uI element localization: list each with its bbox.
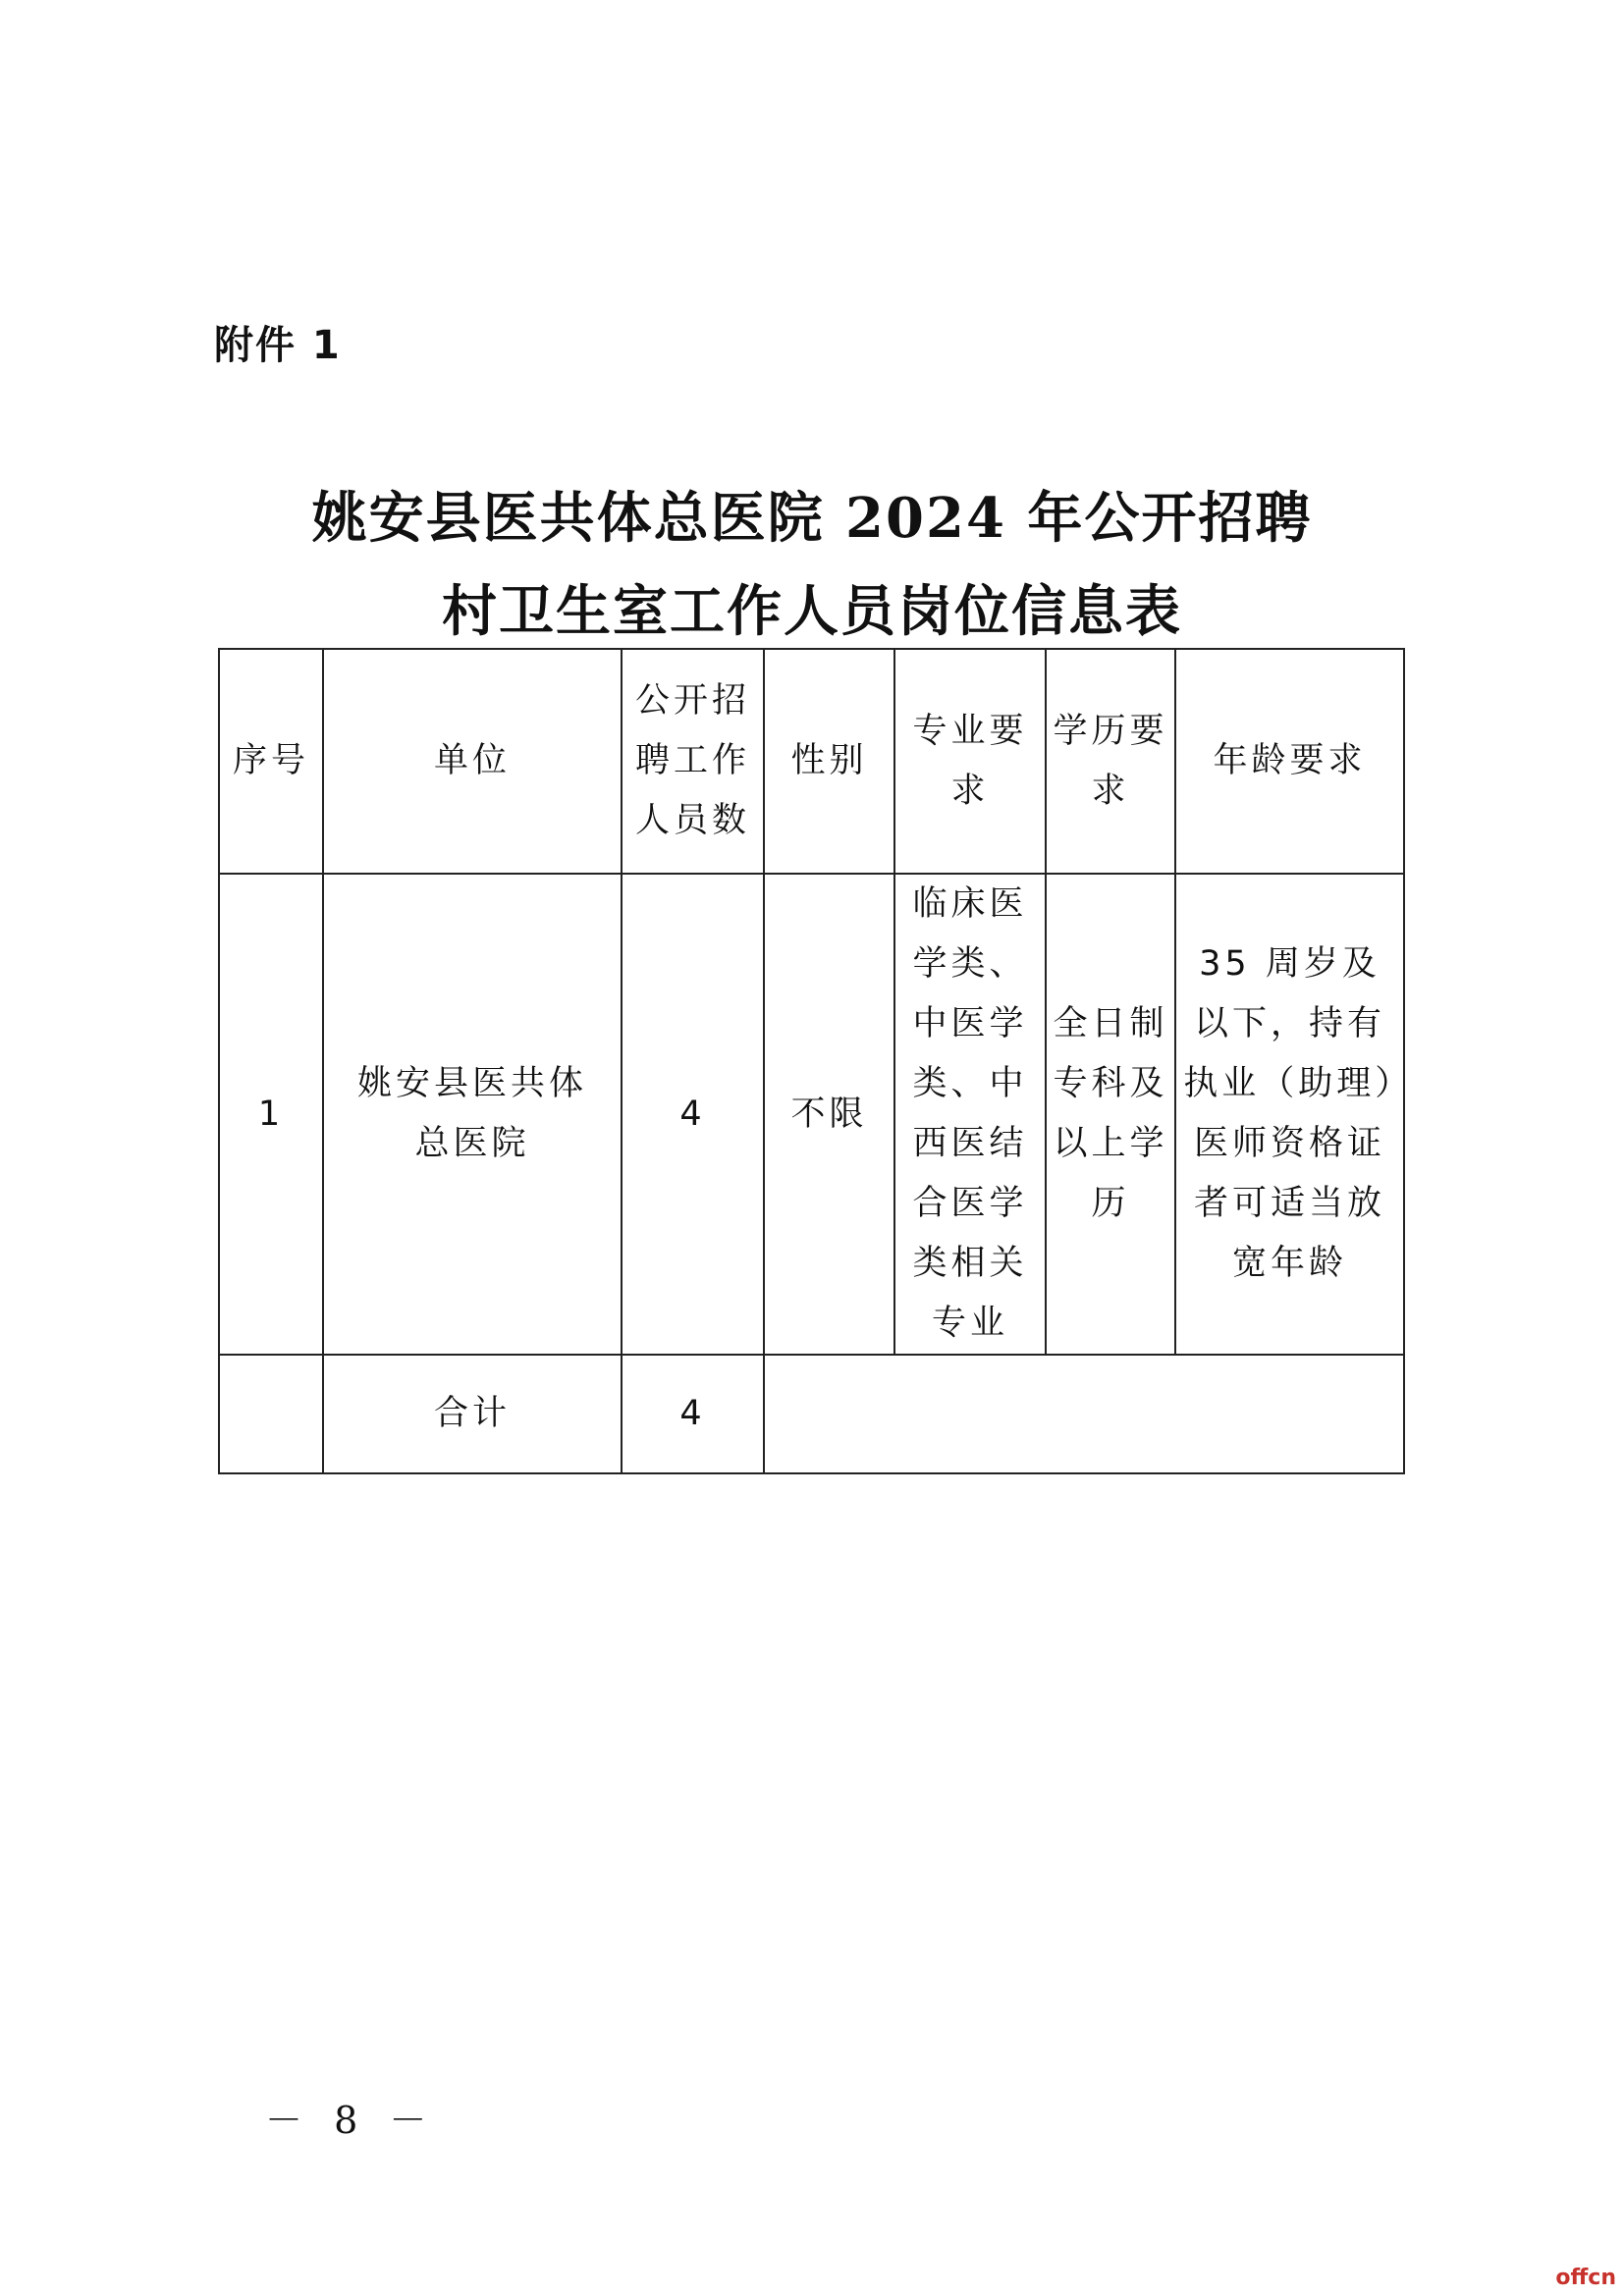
document-title-line-2: 村卫生室工作人员岗位信息表 xyxy=(442,579,1182,644)
total-count: 4 xyxy=(622,1355,764,1473)
attachment-label: 附件 1 xyxy=(214,323,342,368)
cell-recruit-count: 4 xyxy=(622,874,764,1355)
cell-education: 全日制专科及以上学历 xyxy=(1046,874,1175,1355)
cell-major: 临床医学类、中医学类、中西医结合医学类相关专业 xyxy=(894,874,1046,1355)
total-label: 合计 xyxy=(323,1355,622,1473)
document-title-line-1: 姚安县医共体总医院 2024 年公开招聘 xyxy=(311,486,1313,551)
header-cell-recruit-count: 公开招聘工作人员数 xyxy=(622,649,764,874)
watermark-logo: offcn xyxy=(1555,2266,1616,2290)
table-header-row xyxy=(219,649,1404,874)
header-cell-unit: 单位 xyxy=(323,649,622,874)
header-cell-major: 专业要求 xyxy=(894,649,1046,874)
table-row xyxy=(219,874,1404,1355)
page-number: － 8 － xyxy=(265,2099,437,2142)
position-info-table xyxy=(218,648,1405,1474)
total-cell-empty xyxy=(219,1355,323,1473)
header-cell-age: 年龄要求 xyxy=(1175,649,1404,874)
table-total-row xyxy=(219,1355,1404,1473)
cell-gender: 不限 xyxy=(764,874,894,1355)
header-cell-gender: 性别 xyxy=(764,649,894,874)
cell-number: 1 xyxy=(219,874,323,1355)
total-cell-blank xyxy=(764,1355,1404,1473)
cell-age: 35 周岁及以下，持有执业（助理）医师资格证者可适当放宽年龄 xyxy=(1175,874,1404,1355)
header-cell-number: 序号 xyxy=(219,649,323,874)
cell-unit: 姚安县医共体总医院 xyxy=(323,874,622,1355)
header-cell-education: 学历要求 xyxy=(1046,649,1175,874)
